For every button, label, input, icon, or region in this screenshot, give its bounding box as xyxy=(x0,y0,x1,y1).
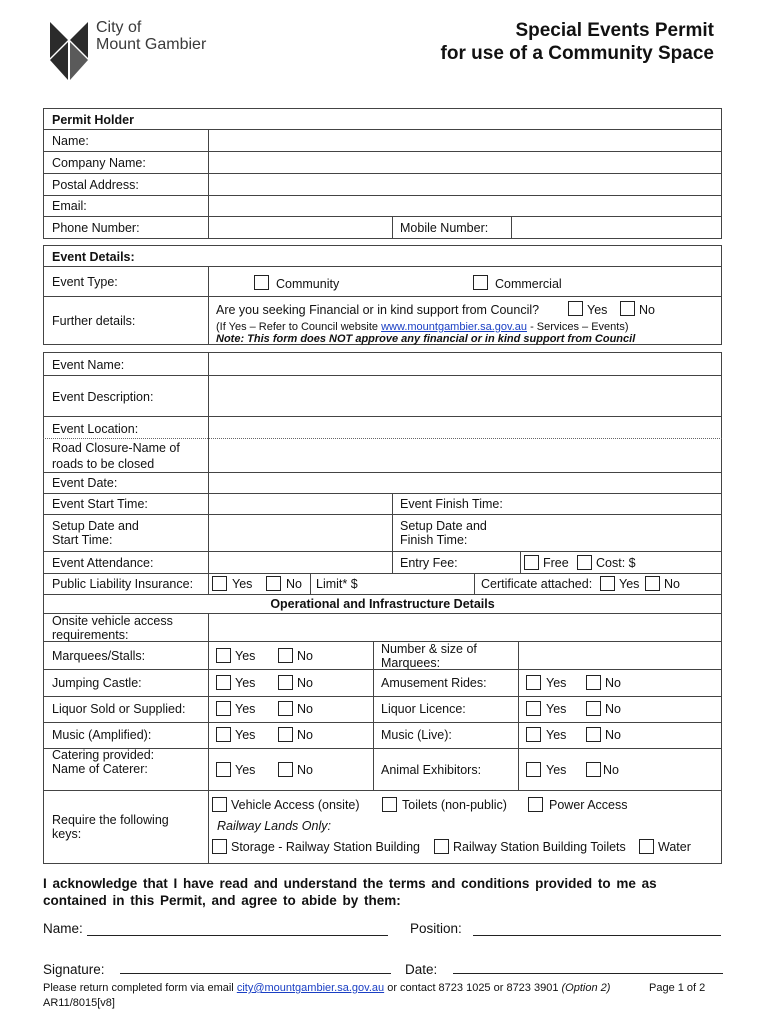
marquee-size-label xyxy=(381,642,477,670)
liquor-licence-label: Liquor Licence: xyxy=(381,702,466,716)
setup-start-line1: Setup Date and xyxy=(52,519,139,533)
marquees-no-label: No xyxy=(297,649,313,663)
city-logo-icon xyxy=(48,18,90,82)
email-field[interactable] xyxy=(210,197,720,215)
council-website-link[interactable]: www.mountgambier.sa.gov.au xyxy=(381,321,528,333)
jumping-no-label: No xyxy=(297,676,313,690)
vehicle-access-field[interactable] xyxy=(210,615,720,640)
start-time-field[interactable] xyxy=(210,495,390,513)
liquor-licence-no-checkbox[interactable] xyxy=(586,701,601,716)
jumping-castle-label: Jumping Castle: xyxy=(52,676,142,690)
jumping-yes-label: Yes xyxy=(235,676,256,690)
postal-field[interactable] xyxy=(210,175,720,194)
catering-label xyxy=(52,748,154,776)
key-storage-checkbox[interactable] xyxy=(212,839,227,854)
page-number: Page 1 of 2 xyxy=(649,982,706,994)
vehicle-access-line1: Onsite vehicle access xyxy=(52,614,173,628)
email-label: Email: xyxy=(52,199,87,213)
amusement-no-label: No xyxy=(605,676,621,690)
keys-label xyxy=(52,813,169,841)
liquor-licence-yes-checkbox[interactable] xyxy=(526,701,541,716)
marquees-yes-label: Yes xyxy=(235,649,256,663)
ack-line2: contained in this Permit, and agree to abide by them: xyxy=(43,893,401,908)
road-closure-label xyxy=(52,440,180,472)
attendance-field[interactable] xyxy=(210,553,390,572)
insurance-label: Public Liability Insurance: xyxy=(52,577,194,591)
event-date-field[interactable] xyxy=(210,474,720,492)
setup-finish-line1: Setup Date and xyxy=(400,519,487,533)
key-vehicle-label: Vehicle Access (onsite) xyxy=(231,798,360,812)
keys-line2: keys: xyxy=(52,827,82,841)
music-live-yes-label: Yes xyxy=(546,728,567,742)
vehicle-access-label xyxy=(52,614,173,642)
mobile-label: Mobile Number: xyxy=(400,221,489,235)
catering-no-checkbox[interactable] xyxy=(278,762,293,777)
key-water-checkbox[interactable] xyxy=(639,839,654,854)
music-live-label: Music (Live): xyxy=(381,728,452,742)
commercial-label: Commercial xyxy=(495,277,562,291)
jumping-no-checkbox[interactable] xyxy=(278,675,293,690)
setup-finish-line2: Finish Time: xyxy=(400,533,468,547)
support-no-label: No xyxy=(639,303,655,317)
music-live-no-label: No xyxy=(605,728,621,742)
certificate-no-label: No xyxy=(664,577,680,591)
support-question: Are you seeking Financial or in kind support from Council? xyxy=(216,303,540,317)
key-rs-toilets-checkbox[interactable] xyxy=(434,839,449,854)
commercial-checkbox[interactable] xyxy=(473,275,488,290)
setup-finish-label xyxy=(400,519,487,547)
page-title xyxy=(441,19,714,65)
attendance-label: Event Attendance: xyxy=(52,556,154,570)
insurance-no-checkbox[interactable] xyxy=(266,576,281,591)
catering-line1: Catering provided: xyxy=(52,748,155,762)
key-toilets-checkbox[interactable] xyxy=(382,797,397,812)
marquees-label: Marquees/Stalls: xyxy=(52,649,146,663)
name-field[interactable] xyxy=(210,131,720,150)
marquee-size-line1: Number & size of xyxy=(381,642,477,656)
footer-email-link[interactable]: city@mountgambier.sa.gov.au xyxy=(236,982,385,994)
event-name-label: Event Name: xyxy=(52,358,125,372)
certificate-yes-checkbox[interactable] xyxy=(600,576,615,591)
liquor-sold-no-checkbox[interactable] xyxy=(278,701,293,716)
event-location-field[interactable] xyxy=(210,418,720,437)
event-date-label: Event Date: xyxy=(52,476,118,490)
refer-suffix: - Services – Events) xyxy=(527,321,629,333)
sign-date-line[interactable] xyxy=(453,973,723,974)
support-no-checkbox[interactable] xyxy=(620,301,635,316)
music-amp-no-checkbox[interactable] xyxy=(278,727,293,742)
event-type-label: Event Type: xyxy=(52,275,118,289)
liquor-sold-yes-checkbox[interactable] xyxy=(216,701,231,716)
insurance-yes-label: Yes xyxy=(232,577,253,591)
road-closure-line2: roads to be closed xyxy=(52,457,155,471)
sign-name-label: Name: xyxy=(43,921,83,936)
title-line1: Special Events Permit xyxy=(515,20,714,41)
setup-start-line2: Start Time: xyxy=(52,533,113,547)
ack-line1: I acknowledge that I have read and understand the terms and conditions provided to me as xyxy=(43,876,657,891)
name-label: Name: xyxy=(52,134,89,148)
footer-return-suffix: or contact 8723 1025 or 8723 3901 xyxy=(384,982,562,994)
keys-line1: Require the following xyxy=(52,813,169,827)
community-checkbox[interactable] xyxy=(254,275,269,290)
org-name-line1: City of xyxy=(96,19,142,36)
jumping-yes-checkbox[interactable] xyxy=(216,675,231,690)
certificate-no-checkbox[interactable] xyxy=(645,576,660,591)
amusement-yes-checkbox[interactable] xyxy=(526,675,541,690)
vehicle-access-line2: requirements: xyxy=(52,628,129,642)
sign-position-line[interactable] xyxy=(473,935,721,936)
catering-yes-label: Yes xyxy=(235,763,256,777)
key-power-checkbox[interactable] xyxy=(528,797,543,812)
event-description-label: Event Description: xyxy=(52,390,154,404)
org-name-line2: Mount Gambier xyxy=(96,36,207,53)
key-toilets-label: Toilets (non-public) xyxy=(402,798,507,812)
phone-field[interactable] xyxy=(210,218,390,238)
org-name xyxy=(96,19,206,53)
insurance-yes-checkbox[interactable] xyxy=(212,576,227,591)
cost-checkbox[interactable] xyxy=(577,555,592,570)
sign-name-line[interactable] xyxy=(87,935,388,936)
amusement-yes-label: Yes xyxy=(546,676,567,690)
music-live-yes-checkbox[interactable] xyxy=(526,727,541,742)
community-label: Community xyxy=(276,277,340,291)
animal-yes-label: Yes xyxy=(546,763,567,777)
start-time-label: Event Start Time: xyxy=(52,497,148,511)
event-name-field[interactable] xyxy=(210,354,720,374)
permit-holder-heading: Permit Holder xyxy=(52,113,134,127)
entry-fee-label: Entry Fee: xyxy=(400,556,458,570)
marquees-yes-checkbox[interactable] xyxy=(216,648,231,663)
liquor-sold-no-label: No xyxy=(297,702,313,716)
music-live-no-checkbox[interactable] xyxy=(586,727,601,742)
marquee-size-field[interactable] xyxy=(520,643,720,668)
catering-no-label: No xyxy=(297,763,313,777)
company-label: Company Name: xyxy=(52,156,146,170)
music-amplified-label: Music (Amplified): xyxy=(52,728,152,742)
key-water-label: Water xyxy=(658,840,691,854)
company-field[interactable] xyxy=(210,153,720,172)
music-amp-yes-label: Yes xyxy=(235,728,256,742)
operational-heading: Operational and Infrastructure Details xyxy=(270,597,495,611)
form-code: AR11/8015[v8] xyxy=(43,997,115,1009)
event-description-field[interactable] xyxy=(210,377,720,415)
railway-lands-label: Railway Lands Only: xyxy=(217,819,331,833)
event-details-heading: Event Details: xyxy=(52,250,135,264)
signature-line[interactable] xyxy=(120,973,391,974)
music-amp-no-label: No xyxy=(297,728,313,742)
animal-no-checkbox[interactable] xyxy=(586,762,601,777)
animal-yes-checkbox[interactable] xyxy=(526,762,541,777)
liquor-sold-yes-label: Yes xyxy=(235,702,256,716)
music-amp-yes-checkbox[interactable] xyxy=(216,727,231,742)
acknowledgement xyxy=(43,875,728,909)
setup-start-field[interactable] xyxy=(210,516,390,550)
sign-date-label: Date: xyxy=(405,962,438,977)
animal-exhibitors-label: Animal Exhibitors: xyxy=(381,763,482,777)
road-closure-line1: Road Closure-Name of xyxy=(52,441,180,455)
refer-prefix: (If Yes – Refer to Council website xyxy=(216,321,382,333)
liquor-licence-yes-label: Yes xyxy=(546,702,567,716)
liquor-licence-no-label: No xyxy=(605,702,621,716)
key-power-label: Power Access xyxy=(549,798,628,812)
certificate-label: Certificate attached: xyxy=(481,577,593,591)
signature-label: Signature: xyxy=(43,962,105,977)
key-storage-label: Storage - Railway Station Building xyxy=(231,840,420,854)
free-checkbox[interactable] xyxy=(524,555,539,570)
setup-start-label xyxy=(52,519,139,547)
marquee-size-line2: Marquees: xyxy=(381,656,441,670)
free-label: Free xyxy=(543,556,569,570)
footer-return xyxy=(43,981,610,995)
mobile-field[interactable] xyxy=(513,218,720,238)
setup-finish-field[interactable] xyxy=(515,516,720,550)
support-yes-label: Yes xyxy=(587,303,608,317)
catering-line2: Name of Caterer: xyxy=(52,762,148,776)
footer-option: (Option 2) xyxy=(561,982,611,994)
animal-no-label: No xyxy=(603,763,619,777)
catering-yes-checkbox[interactable] xyxy=(216,762,231,777)
finish-time-field[interactable] xyxy=(515,495,720,513)
event-location-label: Event Location: xyxy=(52,422,139,436)
key-vehicle-checkbox[interactable] xyxy=(212,797,227,812)
amusement-no-checkbox[interactable] xyxy=(586,675,601,690)
marquees-no-checkbox[interactable] xyxy=(278,648,293,663)
footer-return-prefix: Please return completed form via email xyxy=(43,982,237,994)
liquor-sold-label: Liquor Sold or Supplied: xyxy=(52,702,186,716)
finish-time-label: Event Finish Time: xyxy=(400,497,503,511)
approval-note: Note: This form does NOT approve any financial or in kind support from Council xyxy=(216,333,636,345)
support-yes-checkbox[interactable] xyxy=(568,301,583,316)
limit-label: Limit* $ xyxy=(316,577,358,591)
key-rs-toilets-label: Railway Station Building Toilets xyxy=(453,840,626,854)
sign-position-label: Position: xyxy=(410,921,462,936)
postal-label: Postal Address: xyxy=(52,178,139,192)
title-line2: for use of a Community Space xyxy=(440,43,714,64)
further-details-label: Further details: xyxy=(52,314,136,328)
phone-label: Phone Number: xyxy=(52,221,140,235)
cost-label: Cost: $ xyxy=(596,556,636,570)
insurance-no-label: No xyxy=(286,577,302,591)
certificate-yes-label: Yes xyxy=(619,577,640,591)
amusement-label: Amusement Rides: xyxy=(381,676,487,690)
road-closure-field[interactable] xyxy=(210,440,720,471)
